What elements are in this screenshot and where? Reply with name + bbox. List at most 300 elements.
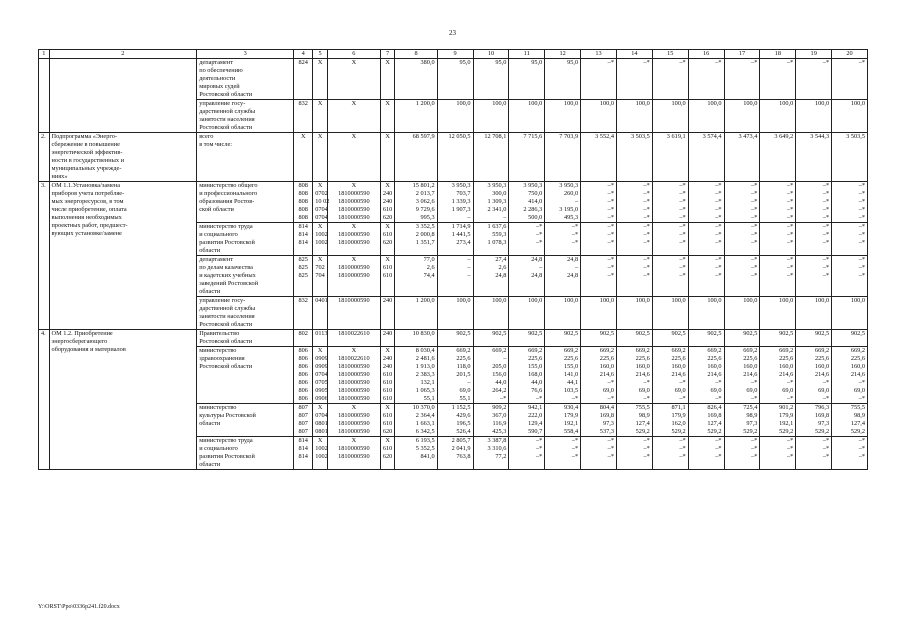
value-line: 69,0 (638, 387, 650, 394)
value-line: –* (822, 198, 830, 205)
value-line: –* (822, 395, 830, 402)
value-cell (313, 133, 328, 182)
value-line: 814 (298, 239, 308, 246)
value-line: –* (715, 379, 722, 386)
value-line: 755,5 (850, 404, 865, 411)
value-line: 1 065,3 (415, 387, 435, 394)
value-line: 100,0 (563, 297, 579, 304)
value-line: 240 (382, 190, 393, 197)
value-line: 201,5 (456, 371, 471, 378)
value-line: 0704 (315, 412, 328, 419)
value-line: X (317, 256, 323, 263)
value-line: 24,8 (531, 256, 543, 263)
value-cell (509, 297, 545, 330)
value-cell (724, 133, 760, 182)
value-line: –* (858, 445, 865, 452)
value-line: 44,0 (495, 379, 507, 386)
executor-org: управление госу- дарственной службы занятости населения Ростовской области (197, 100, 294, 133)
value-line: 100,0 (743, 100, 758, 107)
value-line: –* (607, 445, 614, 452)
value-line: 814 (298, 445, 308, 452)
value-line: 669,2 (456, 347, 471, 354)
value-line: 0704 (315, 371, 328, 378)
value-line: –* (679, 264, 686, 271)
value-cell (760, 404, 796, 437)
value-cell (796, 347, 832, 404)
column-number: 14 (616, 50, 652, 59)
value-line: 414,0 (528, 198, 543, 205)
value-line: 225,6 (814, 355, 830, 362)
value-cell (294, 404, 313, 437)
value-cell (545, 256, 581, 297)
value-line: 100,0 (671, 297, 686, 304)
value-line: X (351, 437, 357, 444)
value-cell (437, 404, 473, 437)
row-number: 2. (39, 133, 50, 182)
column-number: 15 (652, 50, 688, 59)
value-line: 118,0 (456, 363, 471, 370)
value-line: 425,3 (492, 428, 507, 435)
value-line: X (351, 404, 357, 411)
value-cell (832, 347, 868, 404)
executor-org: министерство труда и социального развития Ростовской области (197, 223, 294, 256)
value-line: –* (679, 206, 686, 213)
column-number: 12 (545, 50, 581, 59)
value-cell (581, 223, 617, 256)
value-line: –* (822, 59, 830, 66)
value-line: X (385, 404, 390, 411)
value-line: 196,5 (456, 420, 471, 427)
value-line: 100,0 (492, 297, 507, 304)
value-line: 24,8 (567, 272, 579, 279)
value-line: –* (751, 182, 758, 189)
column-number: 2 (49, 50, 197, 59)
value-line: 1810000590 (338, 387, 370, 394)
value-cell (380, 59, 395, 100)
value-line: 610 (382, 371, 393, 378)
value-line: 100,0 (456, 100, 471, 107)
value-line: –* (751, 206, 758, 213)
column-number: 4 (294, 50, 313, 59)
value-line: 214,6 (599, 371, 614, 378)
value-cell (832, 133, 868, 182)
value-line: 225,6 (635, 355, 650, 362)
value-line: X (317, 182, 323, 189)
value-line: 2 341,0 (487, 206, 507, 213)
value-cell (437, 59, 473, 100)
value-line: 0705 (315, 379, 328, 386)
value-cell (832, 404, 868, 437)
value-line: –* (822, 182, 830, 189)
value-line: 2 013,7 (415, 190, 435, 197)
executor-org: министерство культуры Ростовской области (197, 404, 294, 437)
value-line: 902,5 (492, 330, 507, 337)
value-line: –* (643, 379, 650, 386)
value-cell (581, 59, 617, 100)
value-line: 0909 (315, 355, 328, 362)
value-cell (437, 297, 473, 330)
value-line: –* (500, 395, 507, 402)
value-cell (294, 223, 313, 256)
value-line: 526,4 (456, 428, 471, 435)
value-line: 0905 (315, 387, 328, 394)
value-line: 1810000590 (338, 379, 370, 386)
value-line: 755,5 (635, 404, 650, 411)
value-cell (616, 100, 652, 133)
value-line: – (467, 264, 471, 271)
value-cell (652, 437, 688, 470)
value-line: – (467, 214, 471, 221)
value-cell (327, 256, 380, 297)
value-line: 0801 (315, 428, 328, 435)
value-cell (796, 437, 832, 470)
value-cell (832, 297, 868, 330)
value-cell (688, 182, 724, 223)
value-line: 225,6 (707, 355, 722, 362)
value-cell (437, 330, 473, 347)
value-cell (313, 256, 328, 297)
value-cell (724, 223, 760, 256)
value-line: 909,2 (492, 404, 507, 411)
value-line: 98,9 (853, 412, 865, 419)
value-line: 240 (382, 355, 393, 362)
value-cell (437, 256, 473, 297)
value-line: –* (643, 214, 650, 221)
value-line: –* (822, 437, 830, 444)
value-cell (652, 256, 688, 297)
value-line: 100,0 (528, 297, 543, 304)
value-line: 100,0 (635, 100, 650, 107)
value-line: –* (822, 239, 830, 246)
value-line: 95,0 (495, 59, 507, 66)
value-line: 100,0 (850, 100, 865, 107)
value-cell (545, 100, 581, 133)
executor-org: министерство общего и профессионального образования Ростов- ской области (197, 182, 294, 223)
value-line: 3 619,1 (666, 133, 686, 140)
value-line: –* (786, 59, 794, 66)
value-line: 225,6 (599, 355, 614, 362)
value-line: 590,7 (528, 428, 543, 435)
value-cell (724, 437, 760, 470)
value-cell (473, 133, 509, 182)
value-line: –* (607, 239, 614, 246)
value-line: X (385, 223, 390, 230)
value-line: –* (535, 239, 543, 246)
value-cell (294, 59, 313, 100)
value-line: 100,0 (743, 297, 758, 304)
value-line: 2 000,8 (415, 231, 435, 238)
value-line: 763,8 (456, 453, 471, 460)
value-line: 703,7 (456, 190, 471, 197)
value-line: 825 (298, 272, 308, 279)
value-cell (545, 297, 581, 330)
value-line: –* (571, 223, 579, 230)
value-line: 100,0 (707, 100, 722, 107)
value-line: 807 (298, 420, 308, 427)
value-line: 3 387,8 (487, 437, 507, 444)
value-line: 3 574,4 (702, 133, 722, 140)
value-line: –* (535, 231, 543, 238)
value-cell (832, 437, 868, 470)
value-line: 214,6 (814, 371, 830, 378)
value-line: 500,0 (528, 214, 543, 221)
value-line: –* (751, 445, 758, 452)
value-line: 1810000590 (338, 363, 370, 370)
value-line: –* (715, 437, 722, 444)
value-line: 260,0 (563, 190, 579, 197)
value-line: X (385, 59, 390, 66)
executor-org: всего в том числе: (197, 133, 294, 182)
value-line: –* (858, 437, 865, 444)
value-line: 0704 (315, 214, 328, 221)
value-line: 806 (298, 363, 308, 370)
value-line: 832 (298, 297, 308, 304)
executor-org: управление госу- дарственной службы занятости населения Ростовской области (197, 297, 294, 330)
value-line: –* (643, 59, 650, 66)
value-line: 902,5 (671, 330, 686, 337)
value-line: 160,0 (707, 363, 722, 370)
value-line: 832 (298, 100, 308, 107)
value-line: 620 (382, 453, 393, 460)
value-line: 1 309,3 (487, 198, 507, 205)
value-line: –* (607, 437, 614, 444)
value-cell (581, 100, 617, 133)
program-name: ОМ 1.2. Приобретение энергосберегающего оборудования и материалов (49, 330, 197, 470)
value-line: 156,0 (492, 371, 507, 378)
value-line: –* (607, 59, 614, 66)
value-cell (796, 59, 832, 100)
value-line: –* (715, 214, 722, 221)
value-cell (796, 100, 832, 133)
value-line: –* (858, 239, 865, 246)
value-line: 620 (382, 428, 393, 435)
value-line: 796,3 (814, 404, 830, 411)
value-line: 24,8 (495, 272, 507, 279)
value-line: 1810000590 (338, 445, 370, 452)
value-line: –* (643, 198, 650, 205)
value-line: 669,2 (743, 347, 758, 354)
value-line: 27,4 (495, 256, 507, 263)
value-line: –* (679, 272, 686, 279)
value-line: 704 (315, 272, 325, 279)
value-line: –* (679, 198, 686, 205)
value-line: 495,3 (563, 214, 579, 221)
value-line: –* (607, 190, 614, 197)
value-line: 1810000590 (338, 428, 370, 435)
value-line: –* (786, 437, 794, 444)
value-line: –* (535, 223, 543, 230)
value-line: 930,4 (563, 404, 579, 411)
value-cell (395, 330, 437, 347)
value-cell (437, 133, 473, 182)
value-line: 902,5 (456, 330, 471, 337)
value-line: 1 637,6 (487, 223, 507, 230)
column-number: 7 (380, 50, 395, 59)
value-cell (327, 404, 380, 437)
value-line: 192,1 (563, 420, 579, 427)
value-cell (509, 182, 545, 223)
value-cell (294, 437, 313, 470)
value-line: 69,0 (602, 387, 614, 394)
value-cell (616, 256, 652, 297)
value-line: –* (607, 223, 614, 230)
value-line: 902,5 (743, 330, 758, 337)
value-line: 902,5 (563, 330, 579, 337)
value-line: –* (643, 182, 650, 189)
value-line: –* (679, 239, 686, 246)
value-line: –* (858, 198, 865, 205)
value-line: X (351, 100, 357, 107)
value-cell (581, 437, 617, 470)
value-line: –* (607, 182, 614, 189)
value-cell (760, 182, 796, 223)
value-line: 10 370,0 (412, 404, 435, 411)
value-line: 610 (382, 272, 393, 279)
value-line: –* (858, 223, 865, 230)
value-line: 1 078,3 (487, 239, 507, 246)
value-line: –* (715, 223, 722, 230)
value-cell (724, 59, 760, 100)
column-number: 6 (327, 50, 380, 59)
value-line: 841,0 (420, 453, 435, 460)
value-line: – (467, 256, 471, 263)
value-line: 1810000590 (338, 190, 370, 197)
value-line: 225,6 (850, 355, 865, 362)
value-line: –* (607, 231, 614, 238)
value-line: – (467, 379, 471, 386)
value-line: 1 907,3 (451, 206, 471, 213)
value-line: –* (822, 231, 830, 238)
value-line: 808 (298, 214, 308, 221)
value-line: 127,4 (707, 420, 722, 427)
value-line: 806 (298, 347, 308, 354)
value-line: 214,6 (671, 371, 686, 378)
value-cell (545, 404, 581, 437)
value-line: –* (751, 395, 758, 402)
value-line: 995,3 (420, 214, 435, 221)
value-line: 529,2 (779, 428, 794, 435)
value-line: 179,9 (779, 412, 794, 419)
value-line: –* (715, 395, 722, 402)
value-cell (688, 133, 724, 182)
value-cell (313, 182, 328, 223)
value-cell (545, 330, 581, 347)
value-line: 132,1 (420, 379, 435, 386)
value-cell (688, 223, 724, 256)
value-line: 806 (298, 355, 308, 362)
value-line: –* (822, 256, 830, 263)
value-line: 807 (298, 428, 308, 435)
value-line: 1810000590 (338, 264, 370, 271)
value-cell (724, 100, 760, 133)
value-cell (380, 100, 395, 133)
value-line: –* (679, 395, 686, 402)
value-line: 273,4 (456, 239, 471, 246)
value-line: –* (643, 453, 650, 460)
executor-org: Правительство Ростовской области (197, 330, 294, 347)
value-line: –* (786, 223, 794, 230)
value-line: 1810000590 (338, 198, 370, 205)
value-line: 610 (382, 445, 393, 452)
value-line: 240 (382, 198, 393, 205)
value-line: 669,2 (671, 347, 686, 354)
column-number: 16 (688, 50, 724, 59)
value-cell (313, 59, 328, 100)
value-cell (473, 404, 509, 437)
value-line: –* (751, 379, 758, 386)
value-line: 902,5 (635, 330, 650, 337)
value-cell (652, 223, 688, 256)
value-line: 902,5 (707, 330, 722, 337)
value-line: 669,2 (814, 347, 830, 354)
value-cell (832, 59, 868, 100)
value-cell (581, 330, 617, 347)
value-line: 902,5 (779, 330, 794, 337)
value-line: 160,0 (635, 363, 650, 370)
program-name (49, 59, 197, 133)
value-line: 214,6 (707, 371, 722, 378)
value-line: 160,0 (671, 363, 686, 370)
value-line: 1002 (315, 453, 328, 460)
value-line: 214,6 (850, 371, 865, 378)
value-line: 160,0 (850, 363, 865, 370)
value-cell (688, 437, 724, 470)
value-cell (796, 223, 832, 256)
value-line: 0401 (315, 297, 328, 304)
value-line: X (317, 404, 323, 411)
value-line: –* (858, 231, 865, 238)
value-line: X (300, 133, 306, 140)
value-line: X (317, 133, 323, 140)
value-line: 169,8 (599, 412, 614, 419)
value-line: 871,1 (671, 404, 686, 411)
value-cell (724, 256, 760, 297)
value-line: 3 503,5 (846, 133, 865, 140)
value-line: 3 352,5 (415, 223, 435, 230)
value-line: 160,0 (599, 363, 614, 370)
value-line: –* (715, 445, 722, 452)
value-line: –* (858, 264, 865, 271)
value-line: –* (715, 239, 722, 246)
value-line: 6 193,5 (415, 437, 435, 444)
value-line: 669,2 (635, 347, 650, 354)
value-cell (327, 133, 380, 182)
value-line: 802 (298, 330, 308, 337)
value-line: 529,2 (707, 428, 722, 435)
value-line: X (317, 347, 323, 354)
value-line: 610 (382, 206, 393, 213)
value-cell (760, 133, 796, 182)
value-line: 1002 (315, 231, 328, 238)
value-line: 610 (382, 379, 393, 386)
value-cell (509, 437, 545, 470)
value-cell (724, 330, 760, 347)
value-cell (796, 330, 832, 347)
value-line: 100,0 (599, 297, 614, 304)
value-cell (509, 404, 545, 437)
value-line: 902,5 (850, 330, 865, 337)
value-line: 0801 (315, 420, 328, 427)
value-cell (688, 404, 724, 437)
value-line: – (467, 272, 471, 279)
value-line: 1 714,9 (451, 223, 471, 230)
value-line: 669,2 (599, 347, 614, 354)
column-number: 10 (473, 50, 509, 59)
value-line: –* (571, 231, 579, 238)
value-line: 610 (382, 395, 393, 402)
value-line: 168,0 (528, 371, 543, 378)
value-cell (395, 133, 437, 182)
